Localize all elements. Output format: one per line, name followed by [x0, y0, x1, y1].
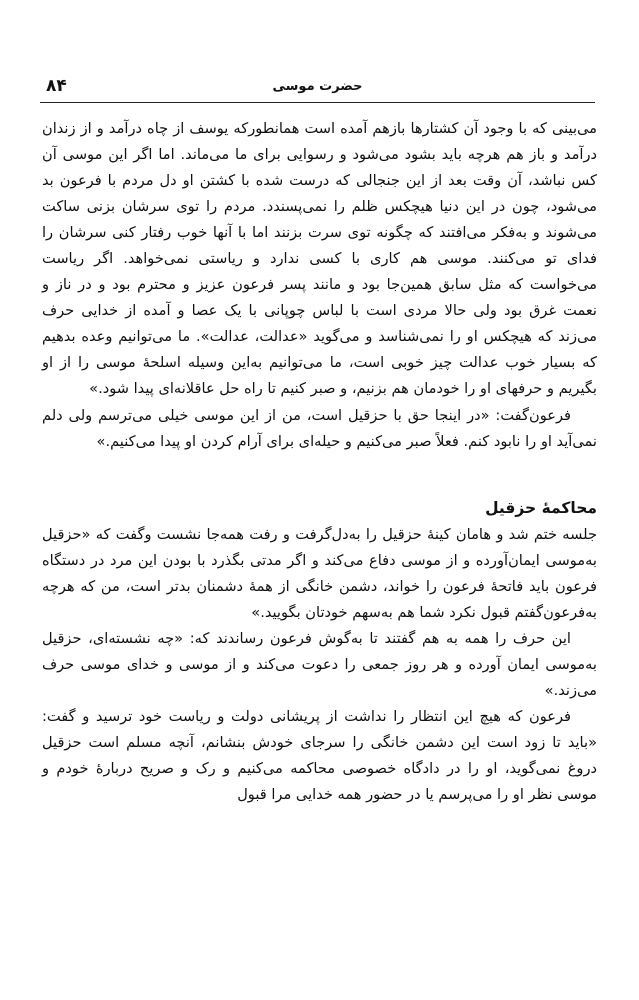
paragraph: جلسه ختم شد و هامان کینهٔ حزقیل را به‌دل‌گرفت و رفت همه‌جا نشست وگفت که «حزقیل به‌موسی ایمان‌آورده و از موسی دفاع می‌کند و اگر مدتی بگذرد با بودن این مرد در دستگاه فرعون باید فاتحهٔ فرعون را خواند، دشمن خانگی از همهٔ دشمنان بدتر است، من که هرچه به‌فرعون‌گفتم قبول نکرد شما هم به‌سهم خودتان بگویید.»	[42, 525, 597, 621]
paragraph: فرعون‌گفت: «در اینجا حق با حزقیل است، من از این موسی خیلی می‌ترسم ولی دلم نمی‌آید او را نابود کنم. فعلاً صبر می‌کنیم و حیله‌ای برای آرام کردن او پیدا می‌کنیم.»	[42, 406, 597, 450]
section-spacer	[42, 455, 597, 494]
page-header	[40, 70, 595, 100]
running-title: حضرت موسی	[272, 79, 363, 94]
section-heading: محاکمهٔ حزقیل	[485, 498, 597, 517]
header-divider	[40, 102, 595, 103]
paragraph: این حرف را همه به هم گفتند تا به‌گوش فرعون رساندند که: «چه نشسته‌ای، حزقیل به‌موسی ایمان آورده و هر روز جمعی را دعوت می‌کند و از موسی و خدای موسی حرف می‌زند.»	[42, 629, 597, 699]
paragraph: فرعون که هیچ این انتظار را نداشت از پریشانی دولت و ریاست خود ترسید و گفت: «باید تا زود است این دشمن خانگی را سرجای خودش بنشانم، آنچه مسلم است حزقیل دروغ نمی‌گوید، او را در دادگاه خصوصی محاکمه می‌کنیم و رک و صریح دربارهٔ خودم و موسی نظر او را می‌پرسم یا در حضور همه خدایی مرا قبول	[42, 707, 597, 804]
page-number: ۸۴	[46, 76, 67, 96]
page-body	[42, 116, 597, 808]
paragraph: می‌بینی که با وجود آن کشتارها بازهم آمده است همانطورکه یوسف از چاه درآمد و از زندان درآمد و باز هم هرچه باید بشود می‌شود و رسوایی برای ما می‌ماند. اما اگر این موسی آن کس نباشد، آن وقت بعد از این جنجالی که درست شده با کشتن او دل مردم با فرعون بد می‌شود، چون در این دنیا هیچکس ظلم را نمی‌پسندد. مردم را توی سرشان بزنی ساکت می‌شوند و به‌فکر می‌افتند که چگونه توی سرت بزنند اما با آنها خوب رفتار کنی سرشان را فدای تو می‌کنند. موسی هم کاری با کسی ندارد و ریاستی نمی‌خواهد. اگر ریاست می‌خواست که مثل سابق همین‌جا بود و مانند پسر فرعون عزیز و محترم بود و در ناز و نعمت غرق بود ولی حالا مردی است با لباس چوپانی با یک عصا و آمده از خدایی حرف می‌زند که هیچکس او را نمی‌شناسد و می‌گوید «عدالت، عدالت». ما می‌توانیم وعده بدهیم که بسیار خوب عدالت چیز خوبی است، ما می‌توانیم به‌این وسیله اسلحهٔ موسی را از او بگیریم و حرفهای او را خودمان هم بزنیم، و صبر کنیم تا راه حل عاقلانه‌ای پیدا شود.»	[42, 120, 597, 398]
